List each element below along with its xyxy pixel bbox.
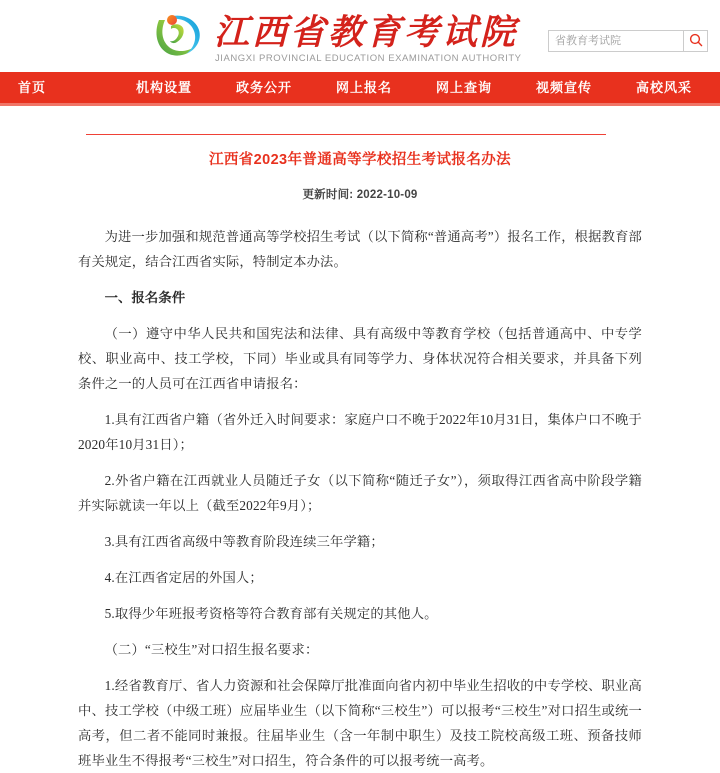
- brand-text: [214, 12, 522, 66]
- article-heading-section-1: 一、报名条件: [104, 290, 186, 305]
- site-header: [0, 0, 720, 72]
- article: [0, 108, 720, 773]
- brand-title-cn: 江西省教育考试院: [214, 13, 519, 52]
- site-logo-icon: [152, 12, 208, 62]
- nav-item-video[interactable]: 视频宣传: [535, 80, 592, 95]
- search-icon: [689, 33, 703, 50]
- article-paragraph-1-1: （一）遵守中华人民共和国宪法和法律、具有高级中等教育学校（包括普通高中、中专学校、职业高中、技工学校，下同）毕业或具有同等学力、身体状况符合相关要求，并具备下列条件之一的人员可在江西省申请报名：: [78, 326, 642, 391]
- search-input[interactable]: [548, 30, 684, 52]
- nav-item-colleges[interactable]: 高校风采: [635, 80, 692, 95]
- article-update-time: 更新时间: 2022-10-09: [302, 189, 418, 201]
- page-content: [0, 108, 720, 773]
- page-title: 江西省2023年普通高等学校招生考试报名办法: [208, 152, 512, 168]
- article-paragraph-1-2-item-1: 1.经省教育厅、省人力资源和社会保障厅批准面向省内初中毕业生招收的中专学校、职业高中、技工学校（中级工班）应届毕业生（以下简称“三校生”）可以报考“三校生”对口招生或统一高考，但二者不能同时兼报。往届毕业生（含一年制中职生）及技工院校高级工班、预备技师班毕业生不得报考“三校生”对口招生，符合条件的可以报考统一高考。: [78, 678, 642, 768]
- search-button[interactable]: [684, 30, 708, 52]
- main-navigation[interactable]: [0, 72, 720, 103]
- article-paragraph-1-1-item-2: 2.外省户籍在江西就业人员随迁子女（以下简称“随迁子女”），须取得江西省高中阶段学籍并实际就读一年以上（截至2022年9月）；: [78, 473, 642, 513]
- article-paragraph-1-1-item-3: 3.具有江西省高级中等教育阶段连续三年学籍；: [104, 534, 384, 549]
- article-paragraph-1-1-item-5: 5.取得少年班报考资格等符合教育部有关规定的其他人。: [104, 606, 438, 621]
- nav-item-online-query[interactable]: 网上查询: [435, 80, 492, 95]
- article-paragraph-intro: 为进一步加强和规范普通高等学校招生考试（以下简称“普通高考”）报名工作，根据教育部有关规定，结合江西省实际，特制定本办法。: [78, 229, 642, 269]
- article-paragraph-1-1-item-4: 4.在江西省定居的外国人；: [104, 570, 263, 585]
- article-paragraph-1-1-item-1: 1.具有江西省户籍（省外迁入时间要求：家庭户口不晚于2022年10月31日，集体户口不晚于2020年10月31日）；: [78, 412, 642, 452]
- nav-item-affairs[interactable]: 政务公开: [235, 80, 292, 95]
- nav-item-online-reg[interactable]: 网上报名: [335, 80, 392, 95]
- site-search[interactable]: [548, 30, 708, 52]
- nav-item-home[interactable]: 首页: [18, 80, 47, 95]
- content-top-rule: [86, 134, 606, 135]
- site-brand[interactable]: [152, 12, 522, 66]
- nav-item-org[interactable]: 机构设置: [135, 80, 192, 95]
- brand-title-en: JIANGXI PROVINCIAL EDUCATION EXAMINATION AUTHORITY: [215, 53, 522, 64]
- article-paragraph-1-2: （二）“三校生”对口招生报名要求：: [104, 642, 319, 657]
